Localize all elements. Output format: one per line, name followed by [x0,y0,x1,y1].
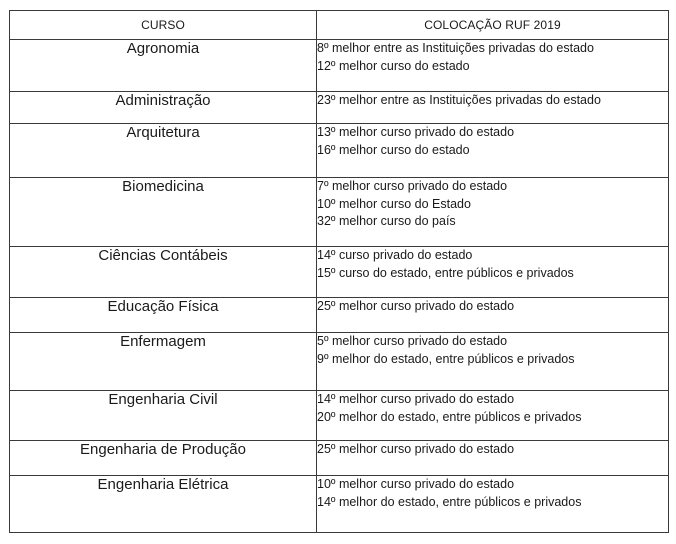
course-name: Engenharia Civil [10,391,317,441]
ranking-line: 20º melhor do estado, entre públicos e privados [317,409,582,424]
table-row [10,247,669,298]
course-name: Administração [10,92,317,124]
ranking-line: 10º melhor curso privado do estado [317,477,515,491]
ranking-cell [317,178,669,247]
course-name: Agronomia [10,40,317,92]
course-name: Engenharia Elétrica [10,476,317,533]
table-row [10,441,669,476]
ranking-line: 16º melhor curso do estado [317,142,470,157]
table-row [10,178,669,247]
course-name: Educação Física [10,298,317,333]
ranking-cell [317,124,669,178]
header-colocacao: COLOCAÇÃO RUF 2019 [317,11,669,40]
ranking-line: 25º melhor curso privado do estado [317,442,515,456]
course-name: Ciências Contábeis [10,247,317,298]
ranking-line: 32º melhor curso do país [317,214,456,228]
table-row [10,298,669,333]
ranking-cell [317,298,669,333]
ranking-cell [317,476,669,533]
ranking-cell [317,92,669,124]
course-name: Engenharia de Produção [10,441,317,476]
ranking-line: 25º melhor curso privado do estado [317,299,515,313]
ranking-line: 14º melhor curso privado do estado [317,392,515,406]
ranking-line: 5º melhor curso privado do estado [317,334,508,348]
course-name: Arquitetura [10,124,317,178]
ranking-line: 15º curso do estado, entre públicos e privados [317,265,574,280]
ranking-line: 10º melhor curso do Estado [317,196,471,211]
ranking-cell [317,333,669,391]
course-name: Biomedicina [10,178,317,247]
ranking-line: 14º melhor do estado, entre públicos e privados [317,494,582,509]
ranking-line: 9º melhor do estado, entre públicos e privados [317,351,575,366]
table-header-row [10,11,669,40]
header-curso: CURSO [10,11,317,40]
table-row [10,476,669,533]
ranking-cell [317,441,669,476]
table-row [10,391,669,441]
ranking-line: 7º melhor curso privado do estado [317,179,508,193]
ranking-cell [317,40,669,92]
ranking-cell [317,247,669,298]
table-row [10,92,669,124]
ranking-line: 23º melhor entre as Instituições privadas do estado [317,93,601,107]
ranking-line: 12º melhor curso do estado [317,58,470,73]
ranking-cell [317,391,669,441]
table-row [10,40,669,92]
ruf-ranking-table [9,10,669,533]
ranking-line: 14º curso privado do estado [317,248,473,262]
ranking-line: 8º melhor entre as Instituições privadas do estado [317,41,594,55]
ranking-line: 13º melhor curso privado do estado [317,125,515,139]
table-row [10,333,669,391]
course-name: Enfermagem [10,333,317,391]
table-row [10,124,669,178]
